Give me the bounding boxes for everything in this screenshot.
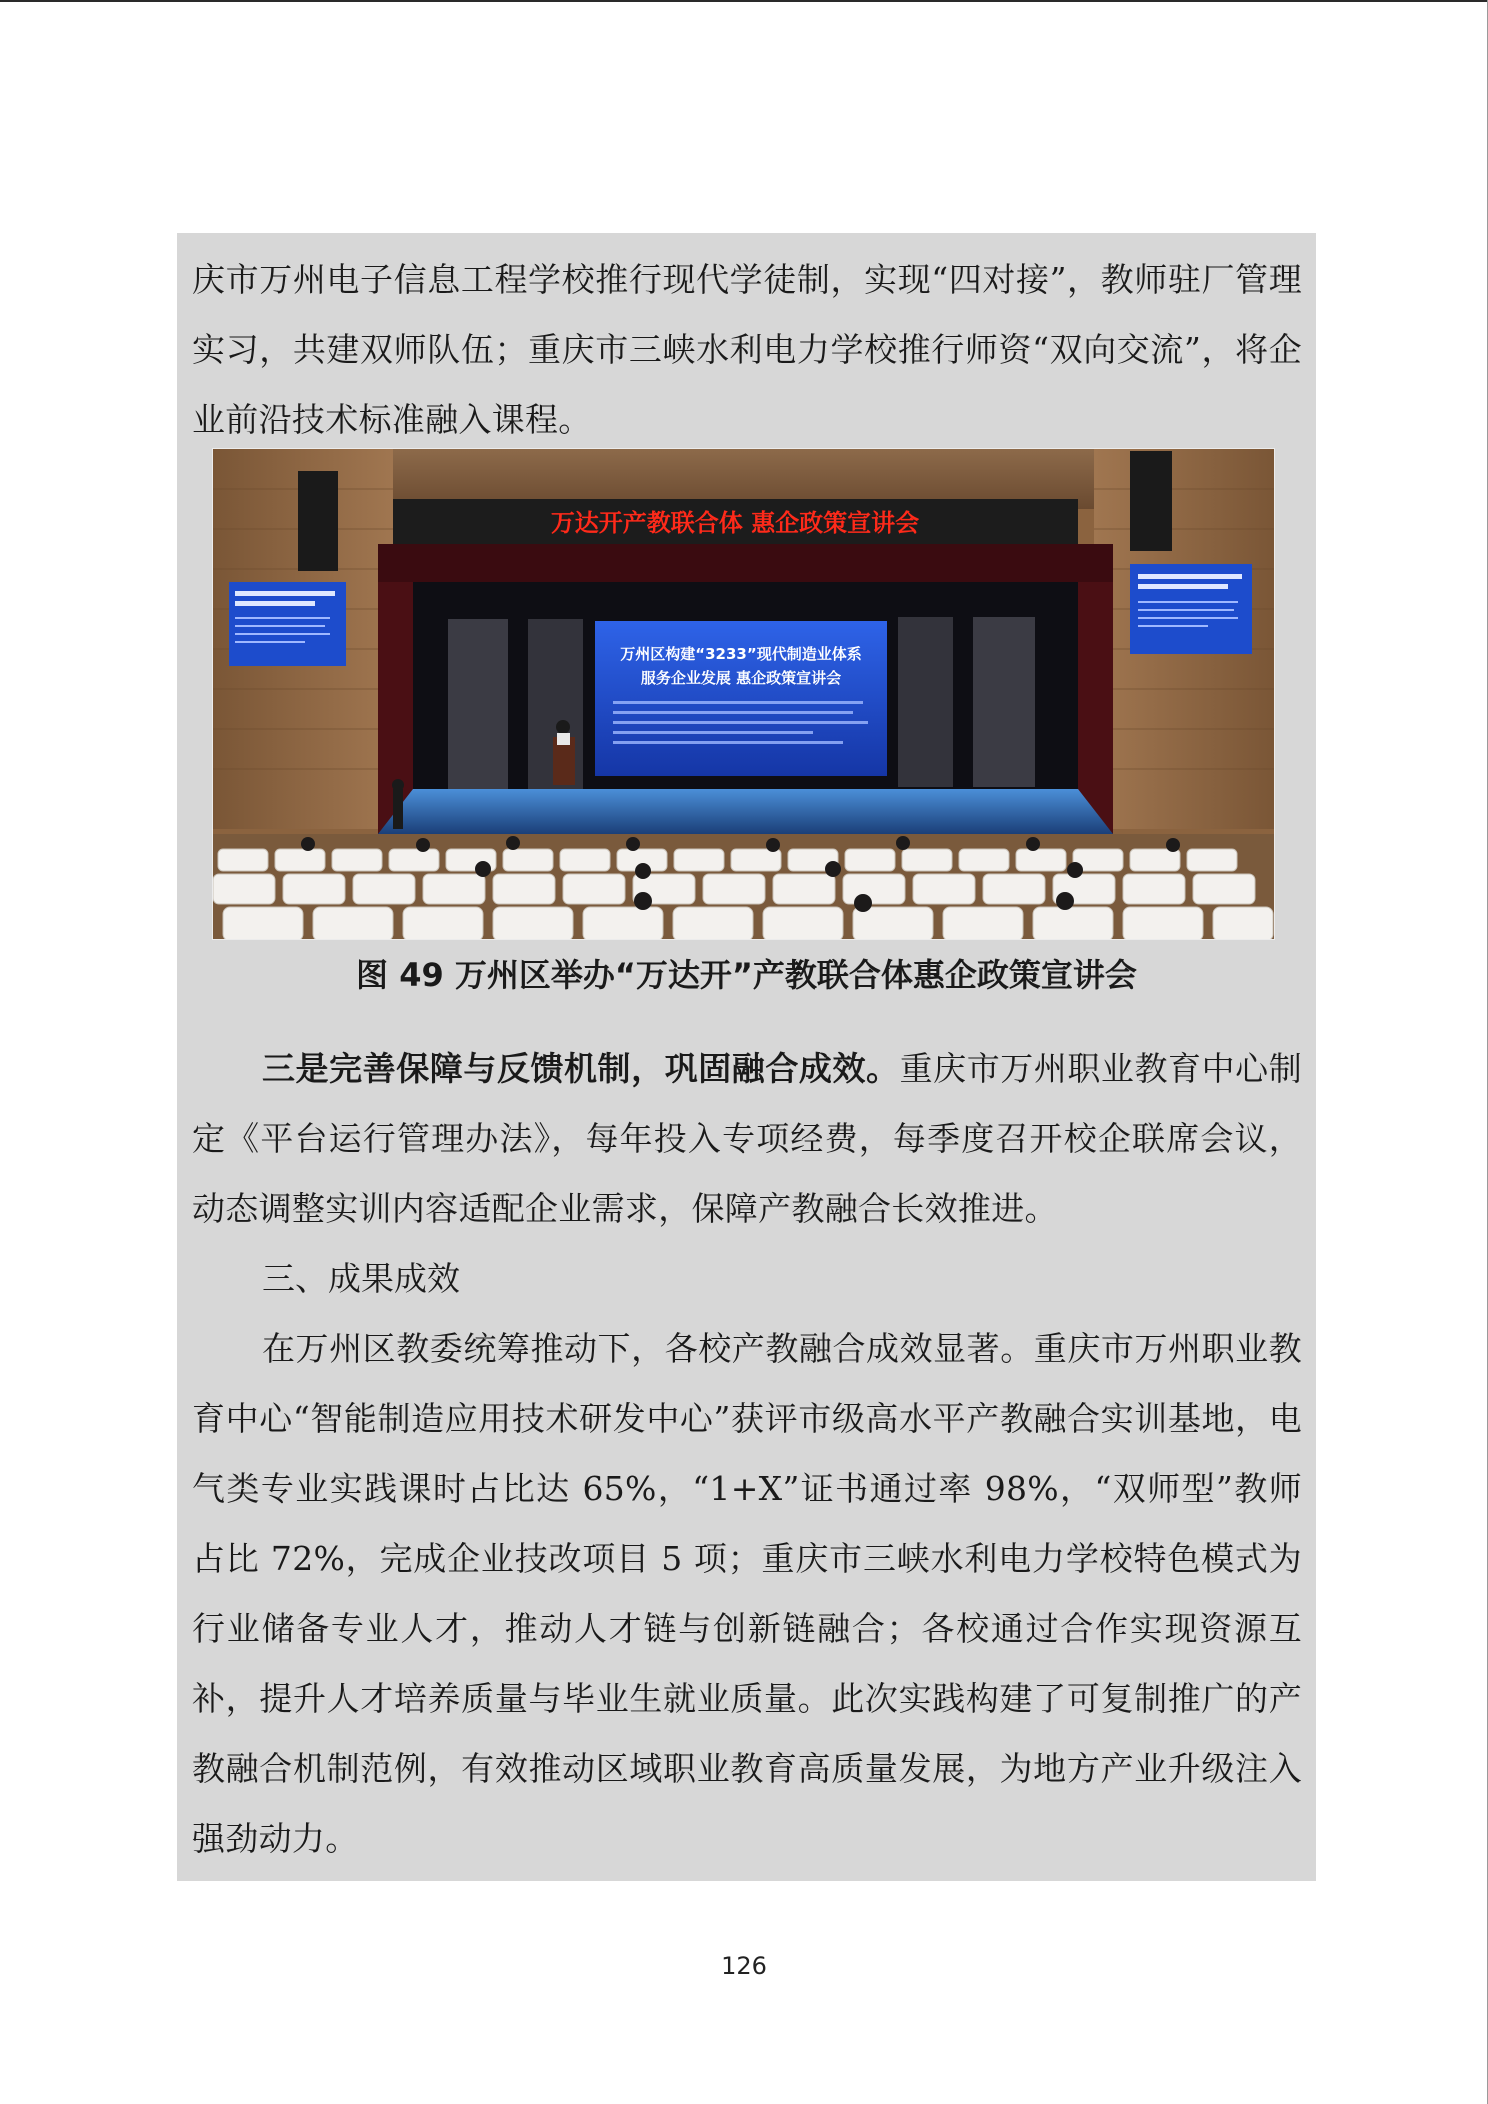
paragraph-mechanism <box>192 1034 1302 1244</box>
conference-photo <box>212 448 1275 940</box>
screen-title-line1: 万州区构建“3233”现代制造业体系 <box>620 645 862 663</box>
paragraph-continued: 庆市万州电子信息工程学校推行现代学徒制，实现“四对接”，教师驻厂管理实习，共建双师队伍；重庆市三峡水利电力学校推行师资“双向交流”，将企业前沿技术标准融入课程。 <box>192 260 1302 439</box>
section-heading: 三、成果成效 <box>262 1259 460 1298</box>
paragraph-mechanism-body: 重庆市万州职业教育中心制定《平台运行管理办法》，每年投入专项经费，每季度召开校企联席会议，动态调整实训内容适配企业需求，保障产教融合长效推进。 <box>192 1049 1302 1228</box>
content-panel <box>177 233 1316 1881</box>
paragraph-lead-bold: 三是完善保障与反馈机制，巩固融合成效。 <box>262 1049 900 1088</box>
paragraph-results: 在万州区教委统筹推动下，各校产教融合成效显著。重庆市万州职业教育中心“智能制造应用技术研发中心”获评市级高水平产教融合实训基地，电气类专业实践课时占比达 65%，“1+X”证书通过率 98%，“双师型”教师占比 72%，完成企业技改项目 5 项；重庆市三峡水利电力学校特色模式为行业储备专业人才，推动人才链与创新链融合；各校通过合作实现资源互补，提升人才培养质量与毕业生就业质量。此次实践构建了可复制推广的产教融合机制范例，有效推动区域职业教育高质量发展，为地方产业升级注入强劲动力。 <box>192 1329 1302 1858</box>
figure-caption: 图 49 万州区举办“万达开”产教联合体惠企政策宣讲会 <box>356 956 1137 994</box>
page-number: 126 <box>721 1952 767 1980</box>
top-border-line <box>0 0 1488 2</box>
stage-banner-text: 万达开产教联合体 惠企政策宣讲会 <box>550 509 920 537</box>
screen-title-line2: 服务企业发展 惠企政策宣讲会 <box>640 669 842 687</box>
